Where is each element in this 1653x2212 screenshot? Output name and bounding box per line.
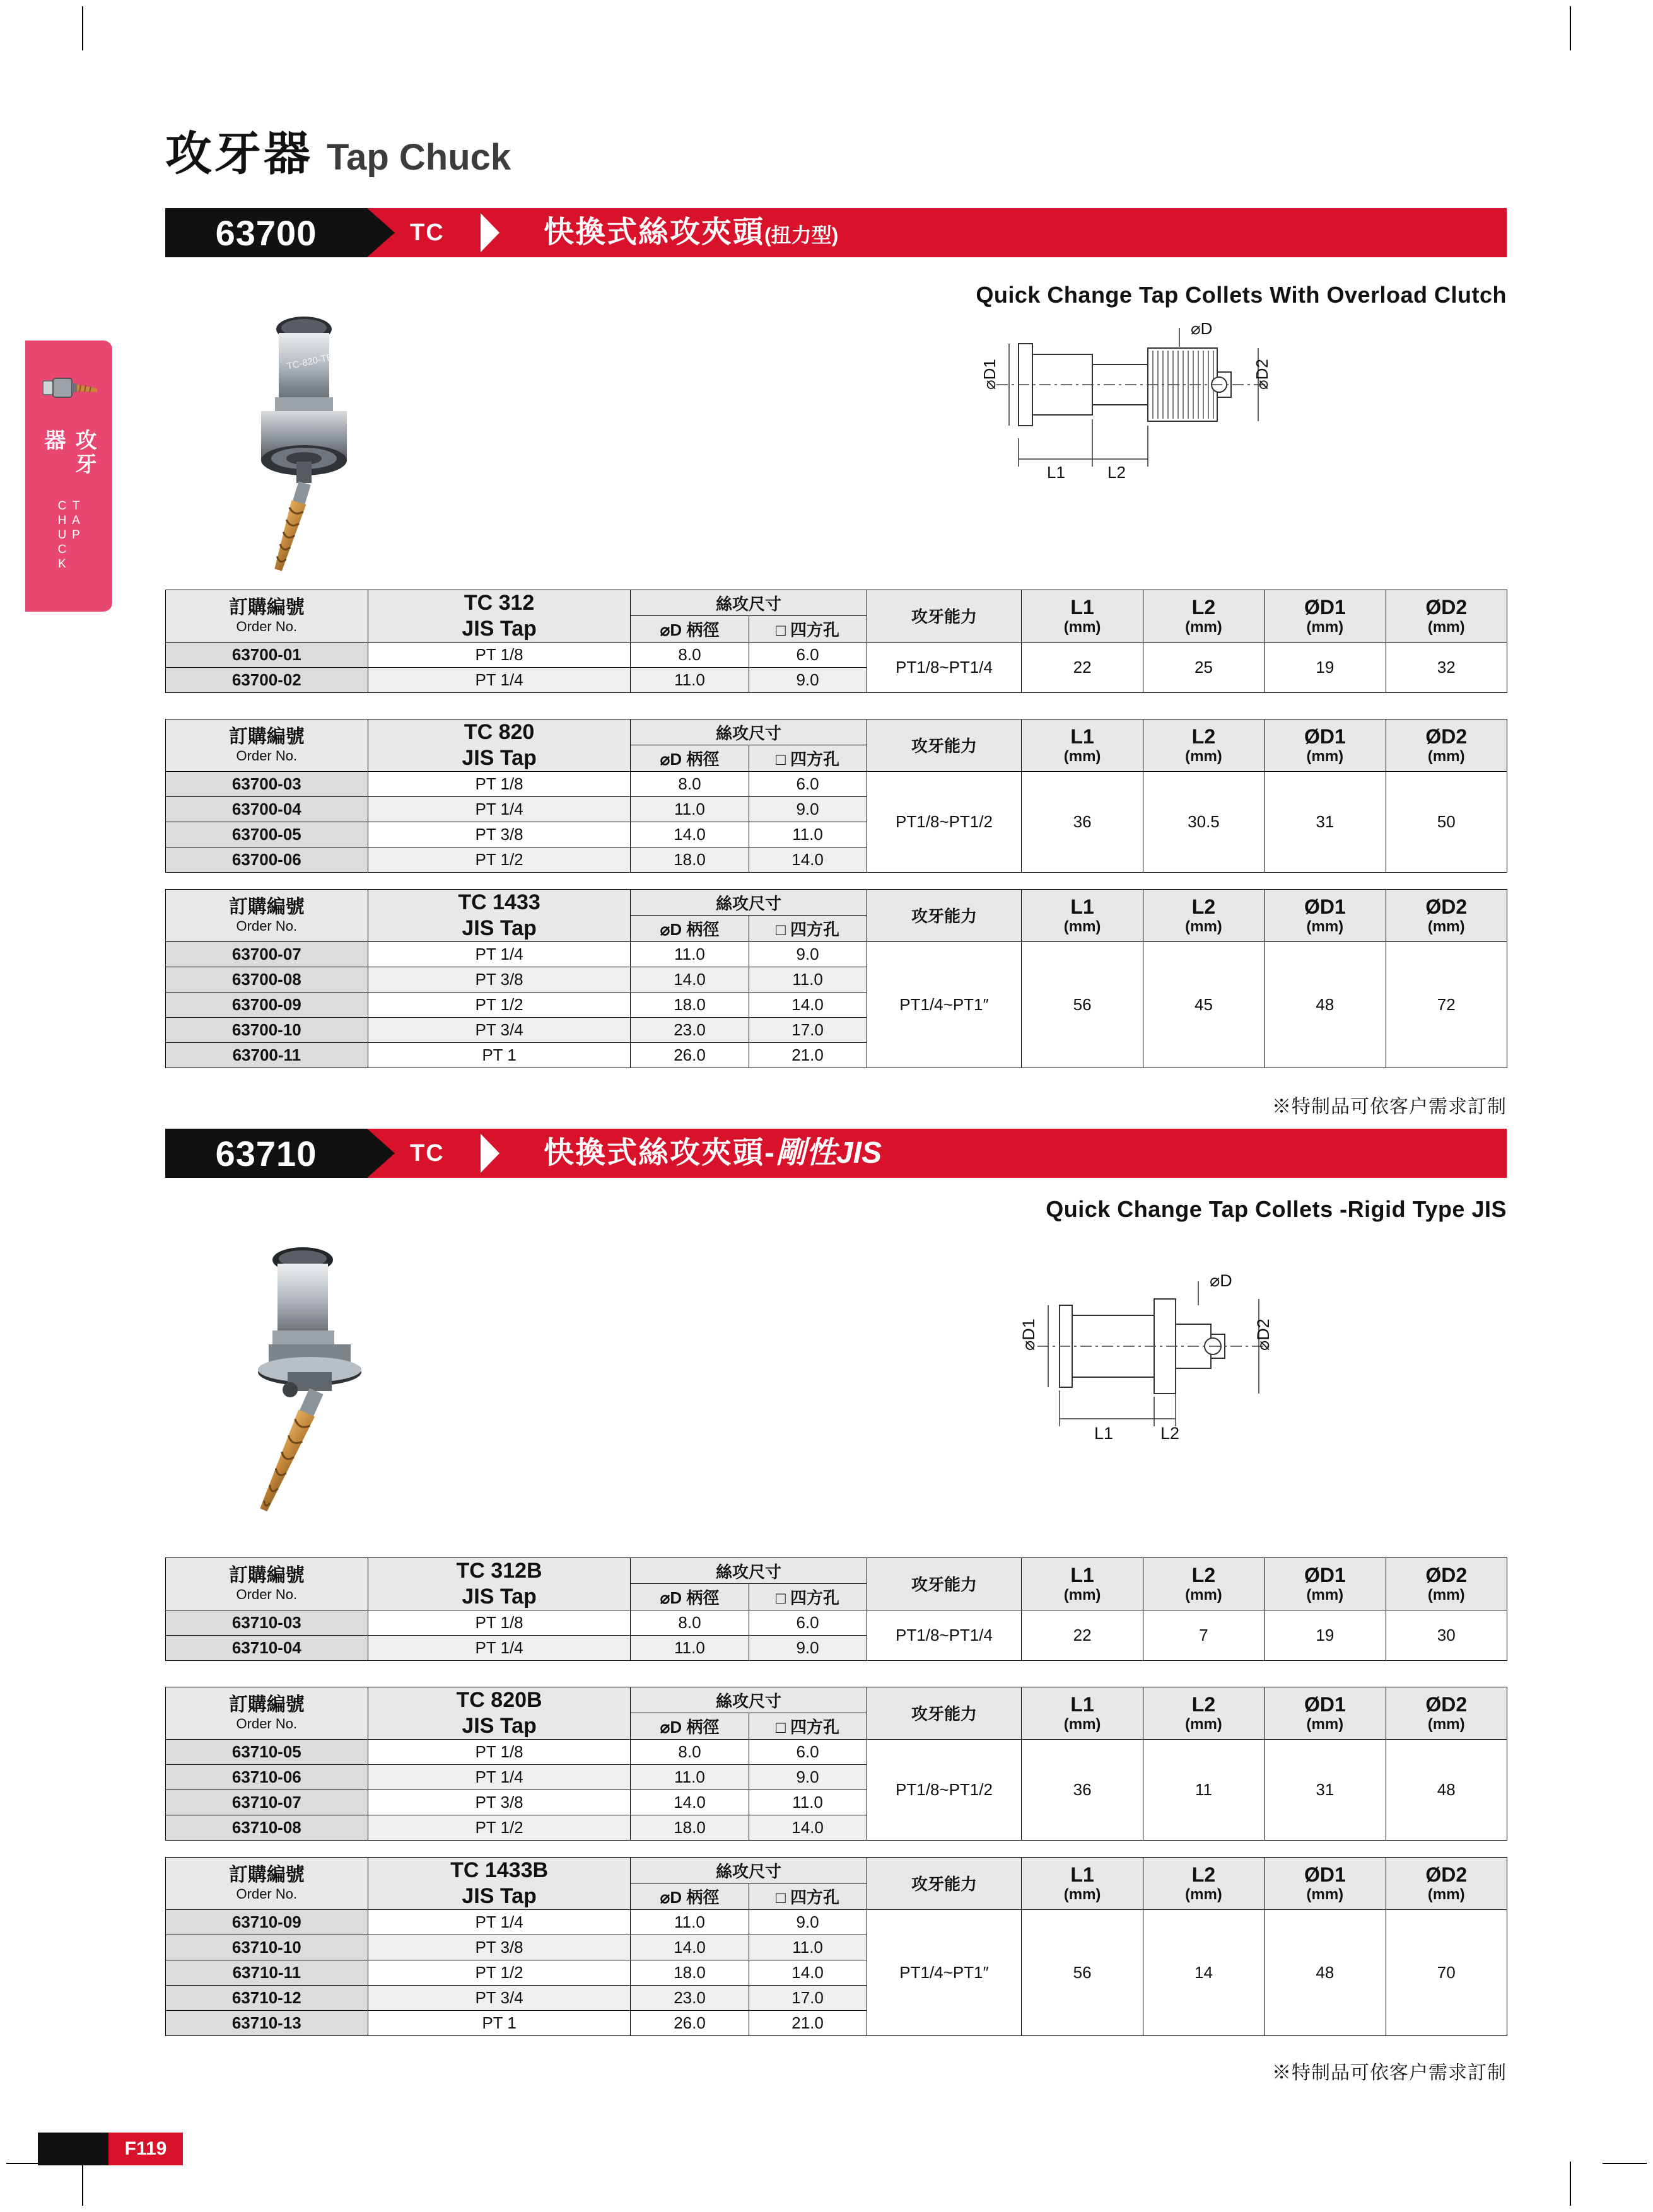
order-no: 63710-09 — [166, 1909, 368, 1935]
table-row — [166, 1909, 1507, 1935]
shank-dia: 18.0 — [631, 1960, 749, 1985]
shank-dia: 14.0 — [631, 1935, 749, 1960]
section-series: TC — [410, 219, 445, 246]
crop-mark — [82, 2162, 83, 2206]
dim-header-l1: L1 — [1070, 595, 1094, 619]
order-label-cn: 訂購編號 — [228, 1564, 305, 1586]
model-name: TC 312 — [464, 591, 535, 615]
svg-text:L1: L1 — [1094, 1424, 1114, 1443]
capacity-value: PT1/8~PT1/2 — [867, 1739, 1022, 1840]
value-l2: 14 — [1143, 1909, 1264, 2035]
shank-dia: 8.0 — [631, 1739, 749, 1764]
order-no: 63700-05 — [166, 822, 368, 847]
model-name: TC 820B — [456, 1688, 542, 1712]
tap-size: PT 3/4 — [368, 1017, 631, 1042]
value-d1: 48 — [1265, 1909, 1386, 2035]
section-code: 63700 — [215, 212, 317, 253]
tap-size: PT 1/4 — [368, 1909, 631, 1935]
dim-header-l1: L1 — [1070, 1563, 1094, 1586]
square-size: 9.0 — [749, 796, 867, 822]
section-heading-cn-italic: 剛性JIS — [776, 1136, 882, 1170]
spec-table-tc820b — [165, 1687, 1507, 1841]
value-l1: 22 — [1022, 642, 1143, 692]
section-heading-en-63700: Quick Change Tap Collets With Overload Clutch — [976, 282, 1507, 308]
crop-mark — [82, 6, 83, 50]
section-code: 63710 — [215, 1133, 317, 1173]
product-photo-63700 — [208, 303, 599, 574]
shank-dia: 14.0 — [631, 967, 749, 992]
shank-dia: 11.0 — [631, 1635, 749, 1660]
tap-size: PT 1/2 — [368, 992, 631, 1017]
dim-unit: (mm) — [1427, 918, 1465, 936]
value-l2: 7 — [1143, 1610, 1264, 1660]
model-sub: JIS Tap — [462, 1584, 537, 1609]
dim-unit: (mm) — [1185, 1886, 1222, 1904]
page-footer — [38, 2133, 183, 2165]
side-tab-label-cn: 攻牙器 — [41, 429, 96, 477]
tap-size: PT 1 — [368, 2010, 631, 2035]
model-sub: JIS Tap — [462, 1883, 537, 1908]
value-d1: 19 — [1265, 642, 1386, 692]
section-heading-cn-paren: (扭力型) — [764, 224, 839, 247]
dim-header-d1: ØD1 — [1304, 1692, 1346, 1716]
dim-unit: (mm) — [1063, 1716, 1101, 1733]
model-name: TC 1433B — [450, 1858, 549, 1882]
order-no: 63710-06 — [166, 1764, 368, 1790]
dim-header-l2: L2 — [1191, 1563, 1216, 1586]
order-no: 63710-10 — [166, 1935, 368, 1960]
value-l1: 56 — [1022, 941, 1143, 1068]
order-no: 63710-13 — [166, 2010, 368, 2035]
dim-header-d1: ØD1 — [1304, 725, 1346, 748]
dim-unit: (mm) — [1185, 748, 1222, 765]
square-size: 21.0 — [749, 2010, 867, 2035]
square-size: 17.0 — [749, 1985, 867, 2010]
square-size: 11.0 — [749, 1790, 867, 1815]
square-size: 14.0 — [749, 1960, 867, 1985]
tap-size-header: 絲攻尺寸 — [631, 1687, 867, 1713]
tap-size: PT 1/2 — [368, 1960, 631, 1985]
square-size: 14.0 — [749, 1815, 867, 1840]
dim-header-d2: ØD2 — [1425, 895, 1468, 918]
order-no: 63710-11 — [166, 1960, 368, 1985]
chevron-black-icon — [367, 1129, 395, 1178]
value-d1: 31 — [1265, 1739, 1386, 1840]
value-d2: 32 — [1386, 642, 1507, 692]
section-code-block — [165, 1129, 367, 1178]
square-size: 11.0 — [749, 1935, 867, 1960]
value-l1: 36 — [1022, 771, 1143, 872]
shank-dia: 23.0 — [631, 1985, 749, 2010]
value-d2: 70 — [1386, 1909, 1507, 2035]
tap-size: PT 3/8 — [368, 822, 631, 847]
tap-size: PT 3/8 — [368, 1935, 631, 1960]
order-label-cn: 訂購編號 — [228, 597, 305, 618]
dim-unit: (mm) — [1427, 1716, 1465, 1733]
shank-col-header: ⌀D 柄徑 — [631, 1584, 749, 1610]
capacity-header: 攻牙能力 — [867, 1687, 1022, 1740]
shank-dia: 8.0 — [631, 771, 749, 796]
shank-dia: 11.0 — [631, 667, 749, 692]
shank-dia: 11.0 — [631, 796, 749, 822]
tap-size-header: 絲攻尺寸 — [631, 890, 867, 916]
dim-unit: (mm) — [1427, 1586, 1465, 1604]
spec-table-tc820 — [165, 719, 1507, 873]
spec-table-tc1433b — [165, 1857, 1507, 2036]
table-row — [166, 642, 1507, 667]
shank-dia: 11.0 — [631, 941, 749, 967]
shank-dia: 14.0 — [631, 822, 749, 847]
square-size: 6.0 — [749, 642, 867, 667]
tap-size: PT 1/8 — [368, 642, 631, 667]
tap-size: PT 1/4 — [368, 667, 631, 692]
svg-text:TC-820-TB: TC-820-TB — [286, 351, 334, 372]
order-no: 63700-10 — [166, 1017, 368, 1042]
order-label-cn: 訂購編號 — [228, 1864, 305, 1885]
order-no: 63700-03 — [166, 771, 368, 796]
square-size: 9.0 — [749, 1909, 867, 1935]
shank-dia: 14.0 — [631, 1790, 749, 1815]
model-sub: JIS Tap — [462, 1713, 537, 1738]
value-l1: 36 — [1022, 1739, 1143, 1840]
shank-col-header: ⌀D 柄徑 — [631, 1713, 749, 1739]
square-size: 6.0 — [749, 771, 867, 796]
tap-size: PT 1/4 — [368, 941, 631, 967]
value-l1: 56 — [1022, 1909, 1143, 2035]
dim-header-d2: ØD2 — [1425, 725, 1468, 748]
square-size: 11.0 — [749, 822, 867, 847]
order-no: 63700-06 — [166, 847, 368, 872]
shank-dia: 11.0 — [631, 1909, 749, 1935]
dim-unit: (mm) — [1306, 1716, 1344, 1733]
svg-text:⌀D: ⌀D — [1210, 1271, 1232, 1290]
dim-header-l1: L1 — [1070, 895, 1094, 918]
svg-text:L2: L2 — [1160, 1424, 1180, 1443]
dim-header-d2: ØD2 — [1425, 595, 1468, 619]
dim-unit: (mm) — [1306, 1586, 1344, 1604]
capacity-header: 攻牙能力 — [867, 590, 1022, 643]
tap-size: PT 1/4 — [368, 796, 631, 822]
capacity-value: PT1/8~PT1/4 — [867, 642, 1022, 692]
dim-header-l2: L2 — [1191, 1692, 1216, 1716]
section-heading-cn-group — [544, 1129, 882, 1178]
model-sub: JIS Tap — [462, 745, 537, 770]
order-no: 63700-01 — [166, 642, 368, 667]
tap-size: PT 1/8 — [368, 1610, 631, 1635]
order-no: 63710-07 — [166, 1790, 368, 1815]
tap-size: PT 1/8 — [368, 771, 631, 796]
capacity-header: 攻牙能力 — [867, 1558, 1022, 1610]
order-no: 63700-07 — [166, 941, 368, 967]
order-no: 63700-09 — [166, 992, 368, 1017]
value-l1: 22 — [1022, 1610, 1143, 1660]
dimension-drawing-63710 — [1009, 1255, 1564, 1494]
capacity-value: PT1/4~PT1″ — [867, 941, 1022, 1068]
order-no: 63710-05 — [166, 1739, 368, 1764]
page-title-cn: 攻牙器 — [165, 127, 313, 180]
dim-unit: (mm) — [1185, 619, 1222, 636]
dim-header-l2: L2 — [1191, 595, 1216, 619]
dim-header-l1: L1 — [1070, 1692, 1094, 1716]
shank-dia: 11.0 — [631, 1764, 749, 1790]
dim-unit: (mm) — [1427, 1886, 1465, 1904]
shank-dia: 18.0 — [631, 1815, 749, 1840]
order-no: 63710-12 — [166, 1985, 368, 2010]
value-d1: 19 — [1265, 1610, 1386, 1660]
value-d2: 50 — [1386, 771, 1507, 872]
square-col-header: □ 四方孔 — [749, 916, 867, 941]
table-row — [166, 941, 1507, 967]
tap-size: PT 3/4 — [368, 1985, 631, 2010]
square-col-header: □ 四方孔 — [749, 745, 867, 771]
capacity-header: 攻牙能力 — [867, 890, 1022, 942]
value-d2: 72 — [1386, 941, 1507, 1068]
value-l2: 11 — [1143, 1739, 1264, 1840]
order-label-en: Order No. — [236, 1716, 298, 1732]
shank-dia: 23.0 — [631, 1017, 749, 1042]
square-size: 17.0 — [749, 1017, 867, 1042]
square-col-header: □ 四方孔 — [749, 1883, 867, 1909]
dimension-drawing-63700 — [971, 315, 1539, 523]
square-size: 14.0 — [749, 992, 867, 1017]
section-code-block — [165, 208, 367, 257]
order-label-en: Order No. — [236, 1886, 298, 1902]
dim-l2-label: L2 — [1107, 463, 1126, 482]
order-label-en: Order No. — [236, 1586, 298, 1603]
side-index-tab — [25, 341, 112, 612]
shank-dia: 18.0 — [631, 847, 749, 872]
section-heading-cn: 快換式絲攻夾頭- — [544, 1136, 776, 1170]
square-size: 9.0 — [749, 667, 867, 692]
dim-unit: (mm) — [1063, 918, 1101, 936]
chevron-white-icon — [481, 213, 499, 252]
square-size: 9.0 — [749, 1764, 867, 1790]
order-label-cn: 訂購編號 — [228, 726, 305, 747]
dim-l1-label: L1 — [1047, 463, 1065, 482]
order-no: 63710-08 — [166, 1815, 368, 1840]
order-no: 63700-11 — [166, 1042, 368, 1068]
order-label-en: Order No. — [236, 748, 298, 764]
value-d1: 48 — [1265, 941, 1386, 1068]
shank-dia: 18.0 — [631, 992, 749, 1017]
order-label-en: Order No. — [236, 918, 298, 934]
page-title — [165, 117, 511, 183]
dim-unit: (mm) — [1306, 918, 1344, 936]
capacity-value: PT1/8~PT1/2 — [867, 771, 1022, 872]
dim-header-l2: L2 — [1191, 725, 1216, 748]
spec-table-tc312 — [165, 590, 1507, 693]
shank-col-header: ⌀D 柄徑 — [631, 616, 749, 642]
model-sub: JIS Tap — [462, 916, 537, 940]
tap-size-header: 絲攻尺寸 — [631, 1858, 867, 1883]
square-col-header: □ 四方孔 — [749, 1713, 867, 1739]
dim-unit: (mm) — [1306, 748, 1344, 765]
order-no: 63700-02 — [166, 667, 368, 692]
tap-size: PT 1/2 — [368, 847, 631, 872]
dim-header-d1: ØD1 — [1304, 595, 1346, 619]
value-l2: 25 — [1143, 642, 1264, 692]
svg-text:⌀D2: ⌀D2 — [1254, 1318, 1273, 1351]
model-sub: JIS Tap — [462, 616, 537, 641]
value-l2: 30.5 — [1143, 771, 1264, 872]
dim-header-d1: ØD1 — [1304, 1563, 1346, 1586]
tap-size: PT 3/8 — [368, 967, 631, 992]
dim-unit: (mm) — [1185, 918, 1222, 936]
svg-text:⌀D1: ⌀D1 — [1019, 1318, 1038, 1351]
product-photo-63710 — [227, 1236, 643, 1526]
crop-mark — [1603, 2163, 1647, 2164]
square-size: 9.0 — [749, 941, 867, 967]
table-row — [166, 1610, 1507, 1635]
capacity-header: 攻牙能力 — [867, 719, 1022, 772]
chevron-white-icon — [481, 1134, 499, 1173]
crop-mark — [1570, 2162, 1571, 2206]
dim-unit: (mm) — [1063, 1886, 1101, 1904]
tap-size: PT 1 — [368, 1042, 631, 1068]
shank-col-header: ⌀D 柄徑 — [631, 745, 749, 771]
dim-unit: (mm) — [1063, 1586, 1101, 1604]
order-label-cn: 訂購編號 — [228, 1694, 305, 1715]
dim-unit: (mm) — [1063, 619, 1101, 636]
section-heading-en-63710: Quick Change Tap Collets -Rigid Type JIS — [1046, 1196, 1507, 1222]
square-size: 14.0 — [749, 847, 867, 872]
model-name: TC 1433 — [458, 890, 540, 914]
capacity-header: 攻牙能力 — [867, 1858, 1022, 1910]
chevron-black-icon — [367, 208, 395, 257]
dim-unit: (mm) — [1063, 748, 1101, 765]
dim-unit: (mm) — [1427, 748, 1465, 765]
crop-mark — [1570, 6, 1571, 50]
page-title-en: Tap Chuck — [327, 137, 511, 178]
section-banner-63700 — [165, 208, 1507, 257]
model-name: TC 820 — [464, 720, 535, 744]
shank-col-header: ⌀D 柄徑 — [631, 1883, 749, 1909]
tap-size: PT 1/2 — [368, 1815, 631, 1840]
square-size: 9.0 — [749, 1635, 867, 1660]
shank-dia: 8.0 — [631, 642, 749, 667]
value-l2: 45 — [1143, 941, 1264, 1068]
square-col-header: □ 四方孔 — [749, 616, 867, 642]
dim-header-d1: ØD1 — [1304, 1863, 1346, 1886]
dim-d-label: ⌀D — [1191, 319, 1213, 338]
custom-note-63710: ※特制品可依客户需求訂制 — [1272, 2063, 1507, 2083]
value-d2: 48 — [1386, 1739, 1507, 1840]
value-d1: 31 — [1265, 771, 1386, 872]
square-size: 6.0 — [749, 1739, 867, 1764]
order-no: 63710-04 — [166, 1635, 368, 1660]
value-d2: 30 — [1386, 1610, 1507, 1660]
square-col-header: □ 四方孔 — [749, 1584, 867, 1610]
order-no: 63700-04 — [166, 796, 368, 822]
dim-header-l1: L1 — [1070, 1863, 1094, 1886]
section-heading-cn: 快換式絲攻夾頭 — [544, 216, 765, 249]
model-name: TC 312B — [456, 1559, 542, 1583]
capacity-value: PT1/4~PT1″ — [867, 1909, 1022, 2035]
tap-size-header: 絲攻尺寸 — [631, 590, 867, 616]
spec-table-tc312b — [165, 1557, 1507, 1661]
dim-d2-label: ⌀D2 — [1253, 359, 1271, 390]
tap-size: PT 1/8 — [368, 1739, 631, 1764]
order-label-cn: 訂購編號 — [228, 896, 305, 917]
dim-unit: (mm) — [1306, 619, 1344, 636]
dim-unit: (mm) — [1185, 1716, 1222, 1733]
tap-tool-icon — [34, 353, 103, 422]
tap-size-header: 絲攻尺寸 — [631, 719, 867, 745]
shank-dia: 26.0 — [631, 2010, 749, 2035]
tap-size: PT 1/4 — [368, 1635, 631, 1660]
shank-col-header: ⌀D 柄徑 — [631, 916, 749, 941]
tap-size-header: 絲攻尺寸 — [631, 1558, 867, 1584]
order-label-en: Order No. — [236, 619, 298, 635]
square-size: 11.0 — [749, 967, 867, 992]
dim-header-d2: ØD2 — [1425, 1863, 1468, 1886]
shank-dia: 26.0 — [631, 1042, 749, 1068]
square-size: 6.0 — [749, 1610, 867, 1635]
dim-header-l2: L2 — [1191, 895, 1216, 918]
order-no: 63710-03 — [166, 1610, 368, 1635]
table-row — [166, 771, 1507, 796]
section-heading-cn-group — [544, 208, 838, 257]
tap-size: PT 3/8 — [368, 1790, 631, 1815]
side-tab-label-en: TAP CHUCK — [55, 499, 83, 573]
dim-header-d2: ØD2 — [1425, 1563, 1468, 1586]
custom-note-63700: ※特制品可依客户需求訂制 — [1272, 1097, 1507, 1117]
dim-unit: (mm) — [1427, 619, 1465, 636]
spec-table-tc1433 — [165, 889, 1507, 1068]
dim-header-d2: ØD2 — [1425, 1692, 1468, 1716]
dim-header-l2: L2 — [1191, 1863, 1216, 1886]
dim-header-l1: L1 — [1070, 725, 1094, 748]
dim-header-d1: ØD1 — [1304, 895, 1346, 918]
capacity-value: PT1/8~PT1/4 — [867, 1610, 1022, 1660]
tap-size: PT 1/4 — [368, 1764, 631, 1790]
dim-unit: (mm) — [1306, 1886, 1344, 1904]
order-no: 63700-08 — [166, 967, 368, 992]
dim-d1-label: ⌀D1 — [980, 359, 999, 390]
page-number: F119 — [108, 2133, 183, 2165]
table-row — [166, 1739, 1507, 1764]
square-size: 21.0 — [749, 1042, 867, 1068]
section-banner-63710 — [165, 1129, 1507, 1178]
shank-dia: 8.0 — [631, 1610, 749, 1635]
section-series: TC — [410, 1139, 445, 1167]
dim-unit: (mm) — [1185, 1586, 1222, 1604]
